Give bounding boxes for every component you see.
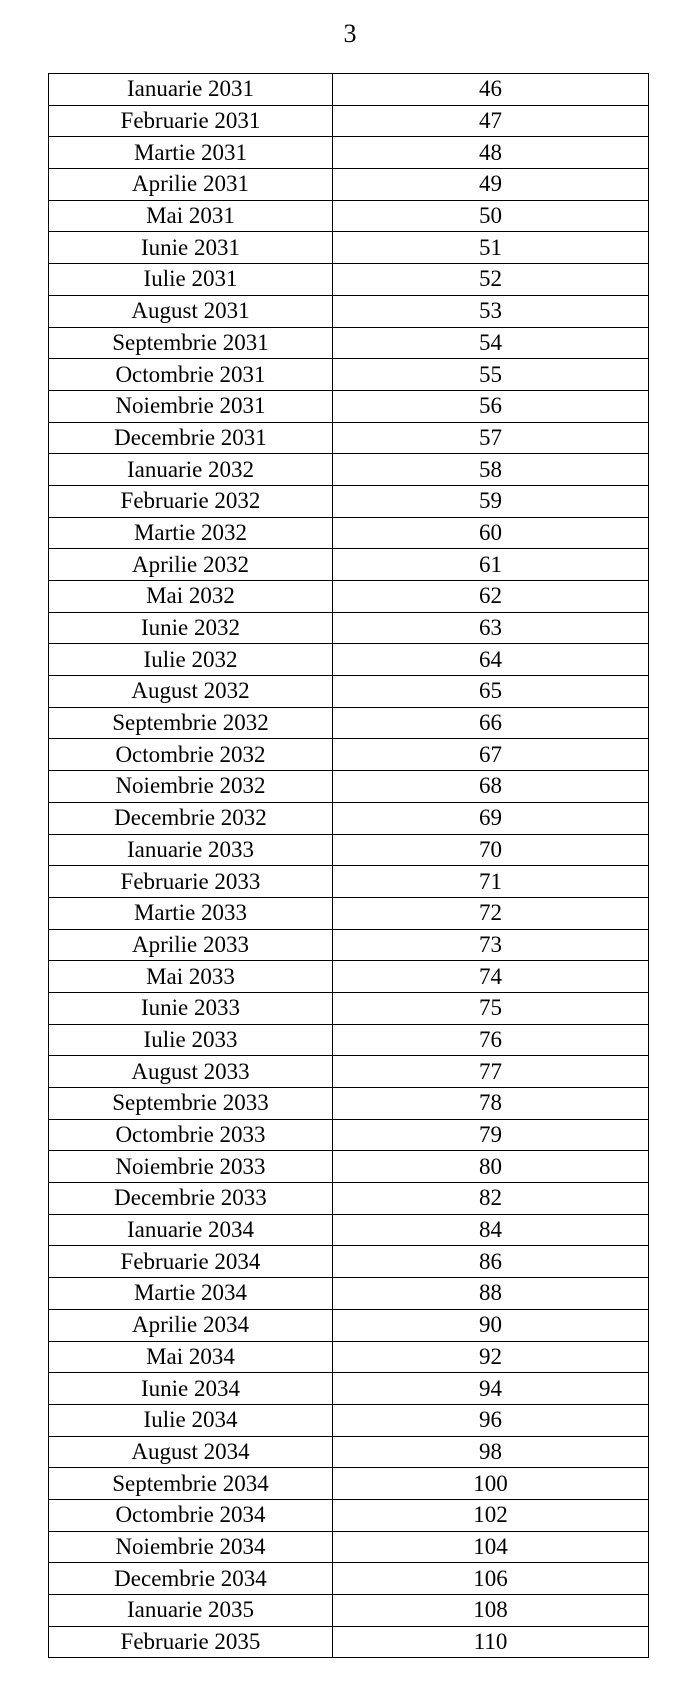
- table-row: [49, 1278, 649, 1310]
- month-cell: Iulie 2034: [49, 1404, 333, 1436]
- table-row: [49, 866, 649, 898]
- table-row: [49, 517, 649, 549]
- table-row: [49, 1119, 649, 1151]
- table-row: [49, 232, 649, 264]
- table-row: [49, 105, 649, 137]
- table-row: [49, 961, 649, 993]
- value-cell: 80: [333, 1151, 649, 1183]
- month-cell: Mai 2033: [49, 961, 333, 993]
- value-cell: 62: [333, 581, 649, 613]
- value-cell: 75: [333, 992, 649, 1024]
- table-row: [49, 992, 649, 1024]
- value-cell: 61: [333, 549, 649, 581]
- value-cell: 68: [333, 771, 649, 803]
- value-cell: 94: [333, 1373, 649, 1405]
- table-row: [49, 295, 649, 327]
- month-cell: Septembrie 2033: [49, 1088, 333, 1120]
- schedule-table-body: [49, 74, 649, 1658]
- value-cell: 88: [333, 1278, 649, 1310]
- month-cell: Iulie 2032: [49, 644, 333, 676]
- month-cell: Februarie 2035: [49, 1626, 333, 1658]
- month-cell: August 2031: [49, 295, 333, 327]
- table-row: [49, 612, 649, 644]
- table-row: [49, 1373, 649, 1405]
- page-number: 3: [343, 19, 357, 48]
- value-cell: 51: [333, 232, 649, 264]
- table-row: [49, 169, 649, 201]
- month-cell: Ianuarie 2035: [49, 1595, 333, 1627]
- value-cell: 76: [333, 1024, 649, 1056]
- month-cell: Ianuarie 2032: [49, 454, 333, 486]
- value-cell: 46: [333, 74, 649, 106]
- table-row: [49, 1404, 649, 1436]
- month-cell: Aprilie 2034: [49, 1309, 333, 1341]
- table-row: [49, 1468, 649, 1500]
- table-row: [49, 454, 649, 486]
- table-row: [49, 1024, 649, 1056]
- table-row: [49, 644, 649, 676]
- table-row: [49, 1246, 649, 1278]
- table-row: [49, 1563, 649, 1595]
- month-cell: Decembrie 2031: [49, 422, 333, 454]
- month-cell: Aprilie 2031: [49, 169, 333, 201]
- value-cell: 53: [333, 295, 649, 327]
- month-cell: Noiembrie 2032: [49, 771, 333, 803]
- value-cell: 58: [333, 454, 649, 486]
- table-row: [49, 676, 649, 708]
- value-cell: 72: [333, 897, 649, 929]
- table-row: [49, 897, 649, 929]
- value-cell: 56: [333, 390, 649, 422]
- month-cell: Octombrie 2034: [49, 1499, 333, 1531]
- value-cell: 100: [333, 1468, 649, 1500]
- table-row: [49, 1214, 649, 1246]
- value-cell: 59: [333, 485, 649, 517]
- value-cell: 65: [333, 676, 649, 708]
- value-cell: 67: [333, 739, 649, 771]
- value-cell: 73: [333, 929, 649, 961]
- table-row: [49, 771, 649, 803]
- value-cell: 50: [333, 200, 649, 232]
- value-cell: 98: [333, 1436, 649, 1468]
- month-cell: Aprilie 2033: [49, 929, 333, 961]
- value-cell: 74: [333, 961, 649, 993]
- value-cell: 48: [333, 137, 649, 169]
- table-row: [49, 264, 649, 296]
- month-cell: Mai 2034: [49, 1341, 333, 1373]
- table-row: [49, 707, 649, 739]
- month-cell: Martie 2034: [49, 1278, 333, 1310]
- month-cell: Octombrie 2031: [49, 359, 333, 391]
- month-cell: Iulie 2031: [49, 264, 333, 296]
- table-row: [49, 1341, 649, 1373]
- month-cell: Ianuarie 2031: [49, 74, 333, 106]
- value-cell: 82: [333, 1183, 649, 1215]
- month-cell: Octombrie 2033: [49, 1119, 333, 1151]
- value-cell: 70: [333, 834, 649, 866]
- table-row: [49, 1183, 649, 1215]
- month-cell: Februarie 2033: [49, 866, 333, 898]
- value-cell: 77: [333, 1056, 649, 1088]
- value-cell: 90: [333, 1309, 649, 1341]
- table-row: [49, 1088, 649, 1120]
- month-cell: Septembrie 2032: [49, 707, 333, 739]
- month-cell: Iunie 2031: [49, 232, 333, 264]
- month-cell: Iunie 2034: [49, 1373, 333, 1405]
- table-row: [49, 739, 649, 771]
- value-cell: 57: [333, 422, 649, 454]
- month-cell: Iulie 2033: [49, 1024, 333, 1056]
- value-cell: 66: [333, 707, 649, 739]
- value-cell: 49: [333, 169, 649, 201]
- value-cell: 78: [333, 1088, 649, 1120]
- month-cell: Mai 2031: [49, 200, 333, 232]
- value-cell: 86: [333, 1246, 649, 1278]
- month-cell: Decembrie 2033: [49, 1183, 333, 1215]
- value-cell: 60: [333, 517, 649, 549]
- table-row: [49, 1626, 649, 1658]
- table-row: [49, 1056, 649, 1088]
- table-row: [49, 1531, 649, 1563]
- value-cell: 52: [333, 264, 649, 296]
- month-cell: Decembrie 2034: [49, 1563, 333, 1595]
- table-row: [49, 1309, 649, 1341]
- table-row: [49, 137, 649, 169]
- value-cell: 71: [333, 866, 649, 898]
- value-cell: 64: [333, 644, 649, 676]
- table-row: [49, 74, 649, 106]
- month-cell: Octombrie 2032: [49, 739, 333, 771]
- month-cell: August 2033: [49, 1056, 333, 1088]
- table-row: [49, 1436, 649, 1468]
- month-cell: August 2032: [49, 676, 333, 708]
- value-cell: 69: [333, 802, 649, 834]
- table-row: [49, 1499, 649, 1531]
- value-cell: 54: [333, 327, 649, 359]
- month-cell: Aprilie 2032: [49, 549, 333, 581]
- schedule-table: [48, 73, 649, 1658]
- value-cell: 96: [333, 1404, 649, 1436]
- value-cell: 63: [333, 612, 649, 644]
- table-row: [49, 200, 649, 232]
- value-cell: 92: [333, 1341, 649, 1373]
- month-cell: Ianuarie 2034: [49, 1214, 333, 1246]
- table-row: [49, 1595, 649, 1627]
- table-row: [49, 834, 649, 866]
- value-cell: 84: [333, 1214, 649, 1246]
- table-row: [49, 422, 649, 454]
- table-row: [49, 581, 649, 613]
- month-cell: Noiembrie 2031: [49, 390, 333, 422]
- value-cell: 55: [333, 359, 649, 391]
- month-cell: Septembrie 2031: [49, 327, 333, 359]
- value-cell: 104: [333, 1531, 649, 1563]
- month-cell: Februarie 2031: [49, 105, 333, 137]
- value-cell: 47: [333, 105, 649, 137]
- value-cell: 106: [333, 1563, 649, 1595]
- month-cell: Decembrie 2032: [49, 802, 333, 834]
- table-row: [49, 390, 649, 422]
- month-cell: August 2034: [49, 1436, 333, 1468]
- month-cell: Februarie 2034: [49, 1246, 333, 1278]
- table-row: [49, 327, 649, 359]
- value-cell: 79: [333, 1119, 649, 1151]
- month-cell: Martie 2033: [49, 897, 333, 929]
- value-cell: 102: [333, 1499, 649, 1531]
- table-row: [49, 359, 649, 391]
- month-cell: Martie 2032: [49, 517, 333, 549]
- value-cell: 110: [333, 1626, 649, 1658]
- table-row: [49, 1151, 649, 1183]
- table-row: [49, 802, 649, 834]
- month-cell: Martie 2031: [49, 137, 333, 169]
- value-cell: 108: [333, 1595, 649, 1627]
- table-row: [49, 549, 649, 581]
- month-cell: Noiembrie 2034: [49, 1531, 333, 1563]
- month-cell: Ianuarie 2033: [49, 834, 333, 866]
- month-cell: Mai 2032: [49, 581, 333, 613]
- table-row: [49, 485, 649, 517]
- month-cell: Februarie 2032: [49, 485, 333, 517]
- table-row: [49, 929, 649, 961]
- month-cell: Iunie 2033: [49, 992, 333, 1024]
- month-cell: Septembrie 2034: [49, 1468, 333, 1500]
- month-cell: Noiembrie 2033: [49, 1151, 333, 1183]
- month-cell: Iunie 2032: [49, 612, 333, 644]
